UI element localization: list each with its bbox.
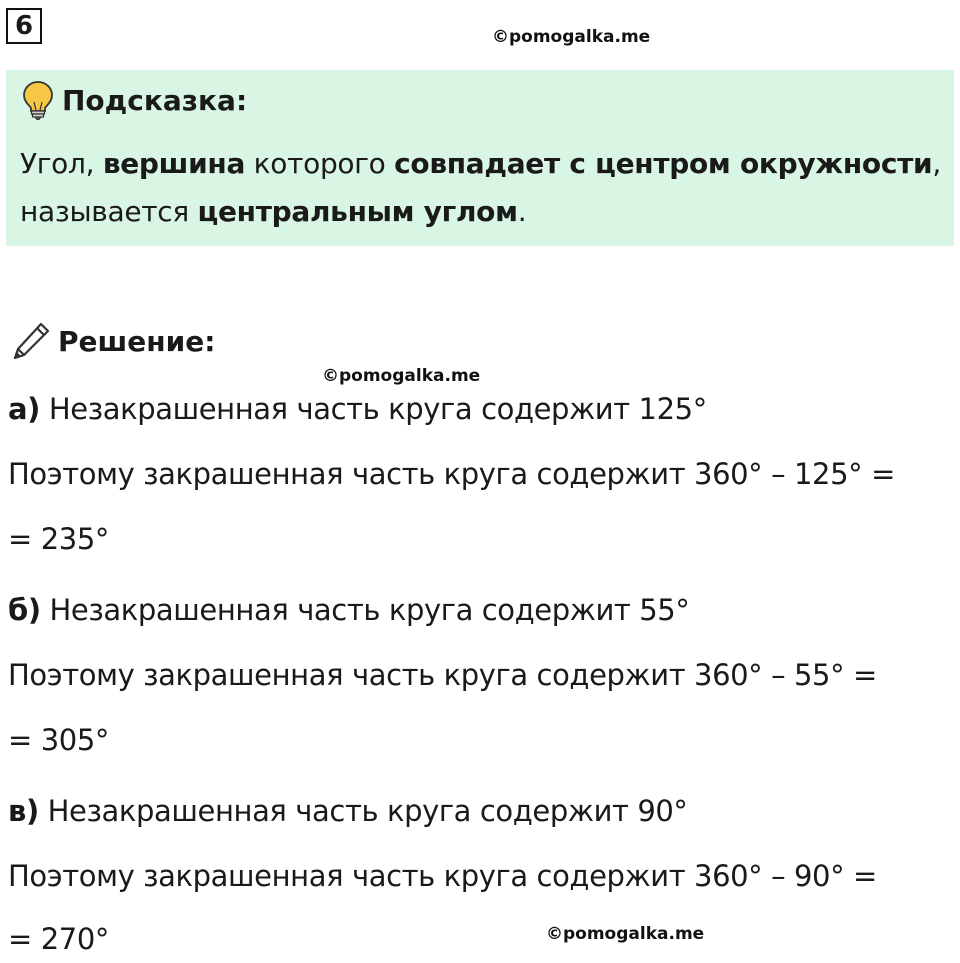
- solution-title: Решение:: [58, 324, 216, 358]
- hint-title: Подсказка:: [62, 83, 248, 117]
- solution-b-given: [8, 593, 689, 627]
- hint-term-central-angle: центральным углом: [197, 195, 518, 228]
- solution-c-result: = 270°: [8, 922, 109, 956]
- hint-term-vertex: вершина: [102, 147, 246, 180]
- hint-text-part: которого: [245, 147, 395, 180]
- hint-text-part: Угол,: [20, 147, 103, 180]
- watermark: ©pomogalka.me: [322, 366, 481, 386]
- solution-b-calc: Поэтому закрашенная часть круга содержит 360° – 55° =: [8, 658, 877, 692]
- hint-text: [20, 140, 950, 236]
- item-given-text: Незакрашенная часть круга содержит 125°: [40, 392, 707, 426]
- item-label: в): [8, 794, 39, 828]
- item-label: б): [8, 593, 41, 627]
- hint-text-part: называется: [20, 195, 198, 228]
- hint-box: [6, 70, 954, 246]
- hint-text-part: ,: [932, 147, 941, 180]
- solution-a-result: = 235°: [8, 522, 109, 556]
- item-given-text: Незакрашенная часть круга содержит 55°: [40, 593, 690, 627]
- watermark: ©pomogalka.me: [492, 27, 651, 47]
- solution-b-result: = 305°: [8, 723, 109, 757]
- solution-a-calc: Поэтому закрашенная часть круга содержит 360° – 125° =: [8, 457, 895, 491]
- lightbulb-icon: [22, 80, 54, 120]
- solution-c-calc: Поэтому закрашенная часть круга содержит 360° – 90° =: [8, 859, 877, 893]
- hint-text-part: .: [517, 195, 527, 228]
- solution-header: [10, 318, 215, 364]
- pencil-icon: [10, 320, 52, 362]
- watermark: ©pomogalka.me: [546, 924, 705, 944]
- task-number: 6: [6, 8, 42, 44]
- hint-header: [22, 80, 247, 120]
- item-given-text: Незакрашенная часть круга содержит 90°: [38, 794, 688, 828]
- hint-term-center: совпадает с центром окружности: [394, 147, 933, 180]
- solution-c-given: [8, 794, 688, 828]
- solution-a-given: [8, 392, 707, 426]
- item-label: а): [8, 392, 41, 426]
